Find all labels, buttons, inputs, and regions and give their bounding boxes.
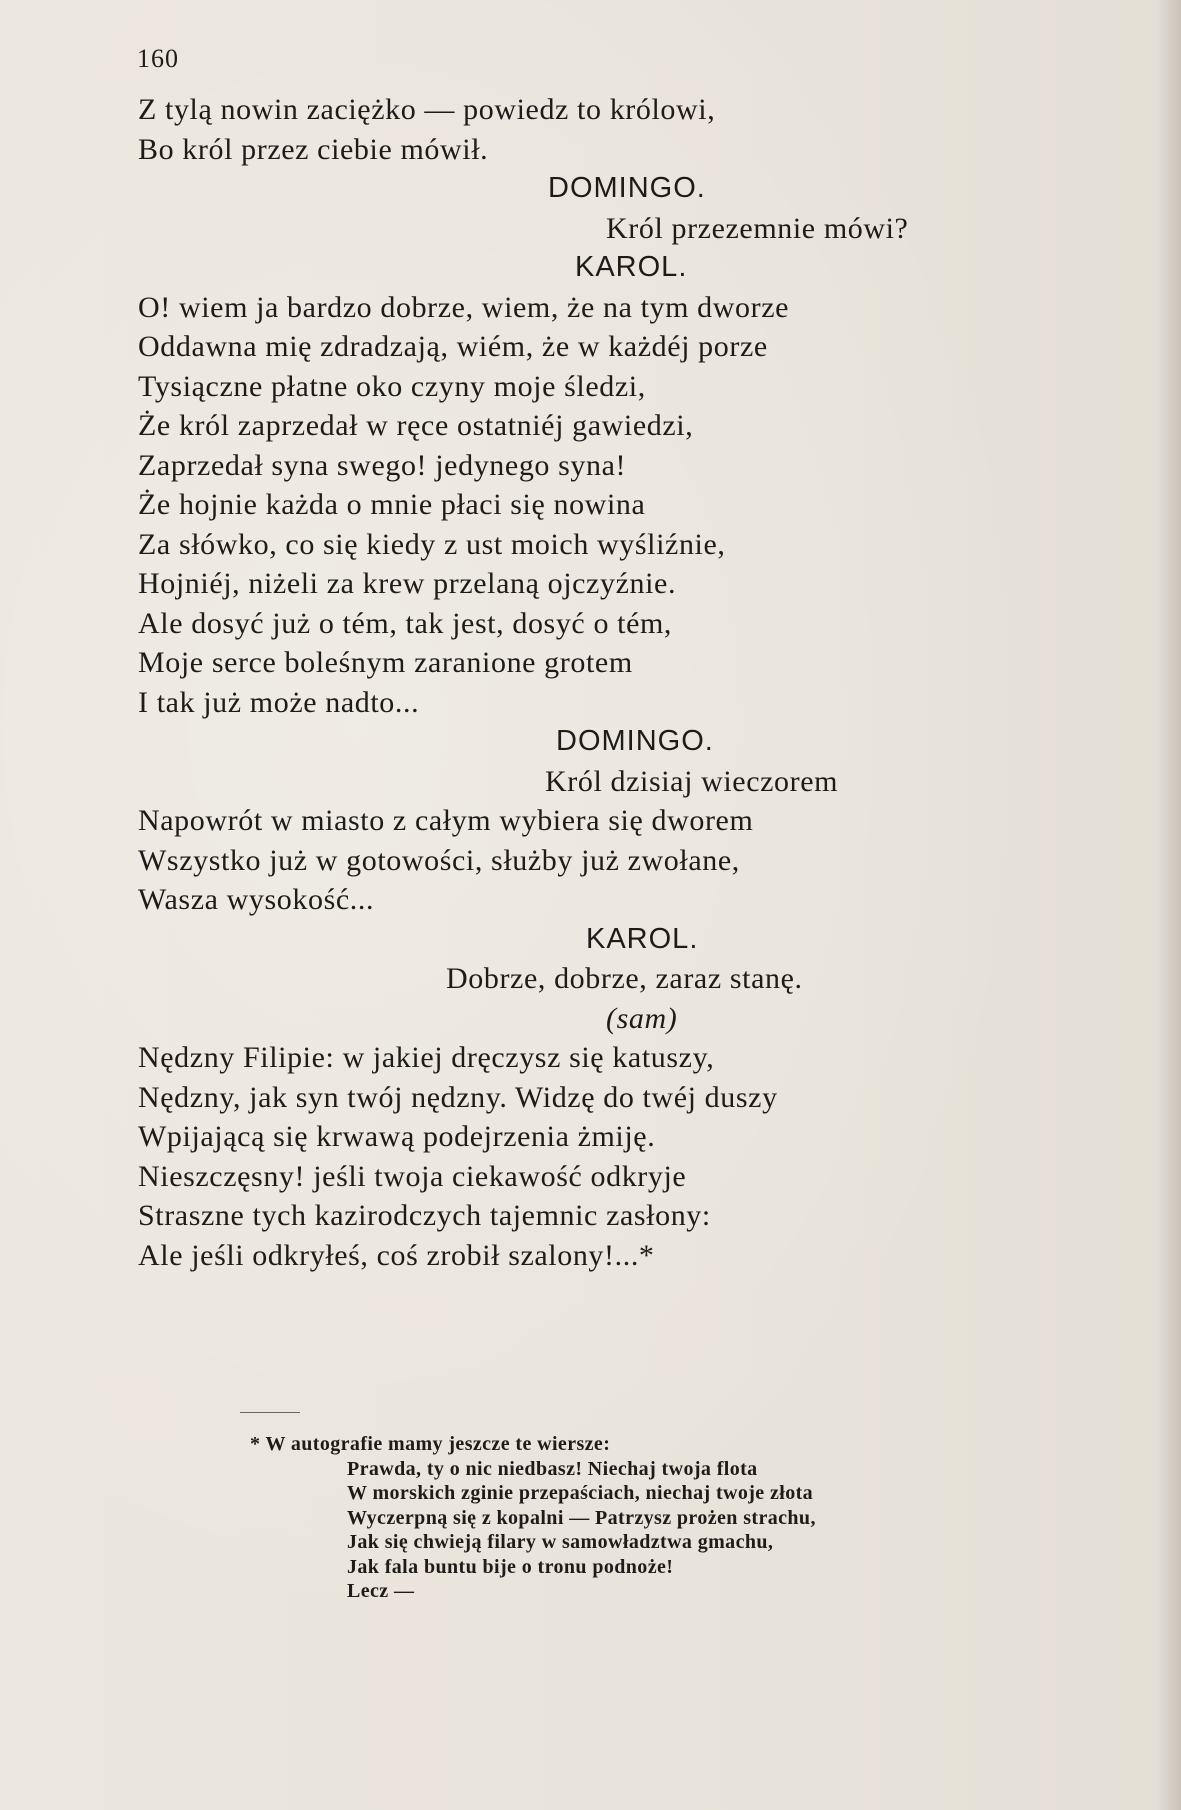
footnote-line: Lecz — xyxy=(347,1580,415,1602)
verse-line: Król dzisiaj wieczorem xyxy=(545,764,839,798)
verse-line: Nieszczęsny! jeśli twoja ciekawość odkryje xyxy=(138,1159,687,1193)
verse-line: I tak już może nadto... xyxy=(138,685,420,719)
verse-line: Za słówko, co się kiedy z ust moich wyśliźnie, xyxy=(138,527,726,561)
speaker-name: DOMINGO. xyxy=(556,725,714,757)
drama-text xyxy=(138,90,1018,1275)
speaker-name: DOMINGO. xyxy=(548,172,706,204)
verse-line: Tysiączne płatne oko czyny moje śledzi, xyxy=(138,369,646,403)
verse-line: Wszystko już w gotowości, służby już zwołane, xyxy=(138,843,740,877)
verse-line: Król przezemnie mówi? xyxy=(606,211,909,245)
verse-line: Ale jeśli odkryłeś, coś zrobił szalony!...* xyxy=(138,1238,655,1272)
verse-line: Wpijającą się krwawą podejrzenia żmiję. xyxy=(138,1120,656,1153)
verse-line: Że hojnie każda o mnie płaci się nowina xyxy=(138,488,646,521)
verse-line: Bo król przez ciebie mówił. xyxy=(138,132,489,166)
footnote-line: * W autografie mamy jeszcze te wiersze: xyxy=(250,1433,611,1455)
footnote-line: W morskich zginie przepaściach, niechaj twoje złota xyxy=(347,1482,814,1504)
verse-line: Oddawna mię zdradzają, wiém, że w każdéj porze xyxy=(138,330,768,363)
footnote-line: Jak się chwieją filary w samowładztwa gmachu, xyxy=(347,1531,774,1553)
verse-line: Hojniéj, niżeli za krew przelaną ojczyźnie. xyxy=(138,567,677,600)
verse-line: O! wiem ja bardzo dobrze, wiem, że na tym dworze xyxy=(138,290,790,324)
verse-line: Dobrze, dobrze, zaraz stanę. xyxy=(446,962,803,995)
verse-line: Nędzny Filipie: w jakiej dręczysz się katuszy, xyxy=(138,1041,715,1074)
footnote xyxy=(250,1432,1010,1604)
verse-line: Nędzny, jak syn twój nędzny. Widzę do twéj duszy xyxy=(138,1080,778,1114)
stage-direction: (sam) xyxy=(606,1001,678,1035)
verse-line: Z tylą nowin zaciężko — powiedz to królowi, xyxy=(138,93,716,126)
verse-line: Straszne tych kazirodczych tajemnic zasłony: xyxy=(138,1199,711,1232)
verse-line: Ale dosyć już o tém, tak jest, dosyć o tém, xyxy=(138,606,673,640)
footnote-line: Prawda, ty o nic niedbasz! Niechaj twoja flota xyxy=(347,1457,758,1480)
verse-line: Napowrót w miasto z całym wybiera się dworem xyxy=(138,804,754,837)
verse-line: Zaprzedał syna swego! jedynego syna! xyxy=(138,448,627,482)
footnote-divider xyxy=(240,1412,300,1413)
footnote-line: Jak fala buntu bije o tronu podnoże! xyxy=(347,1555,674,1578)
speaker-name: KAROL. xyxy=(575,251,688,283)
page-edge-shadow xyxy=(1157,0,1181,1810)
verse-line: Moje serce boleśnym zaranione grotem xyxy=(138,646,633,679)
page-number: 160 xyxy=(137,44,179,73)
verse-line: Wasza wysokość... xyxy=(138,883,375,916)
verse-line: Że król zaprzedał w ręce ostatniéj gawiedzi, xyxy=(138,409,694,442)
footnote-line: Wyczerpną się z kopalni — Patrzysz prożen strachu, xyxy=(347,1506,816,1529)
speaker-name: KAROL. xyxy=(586,922,699,955)
